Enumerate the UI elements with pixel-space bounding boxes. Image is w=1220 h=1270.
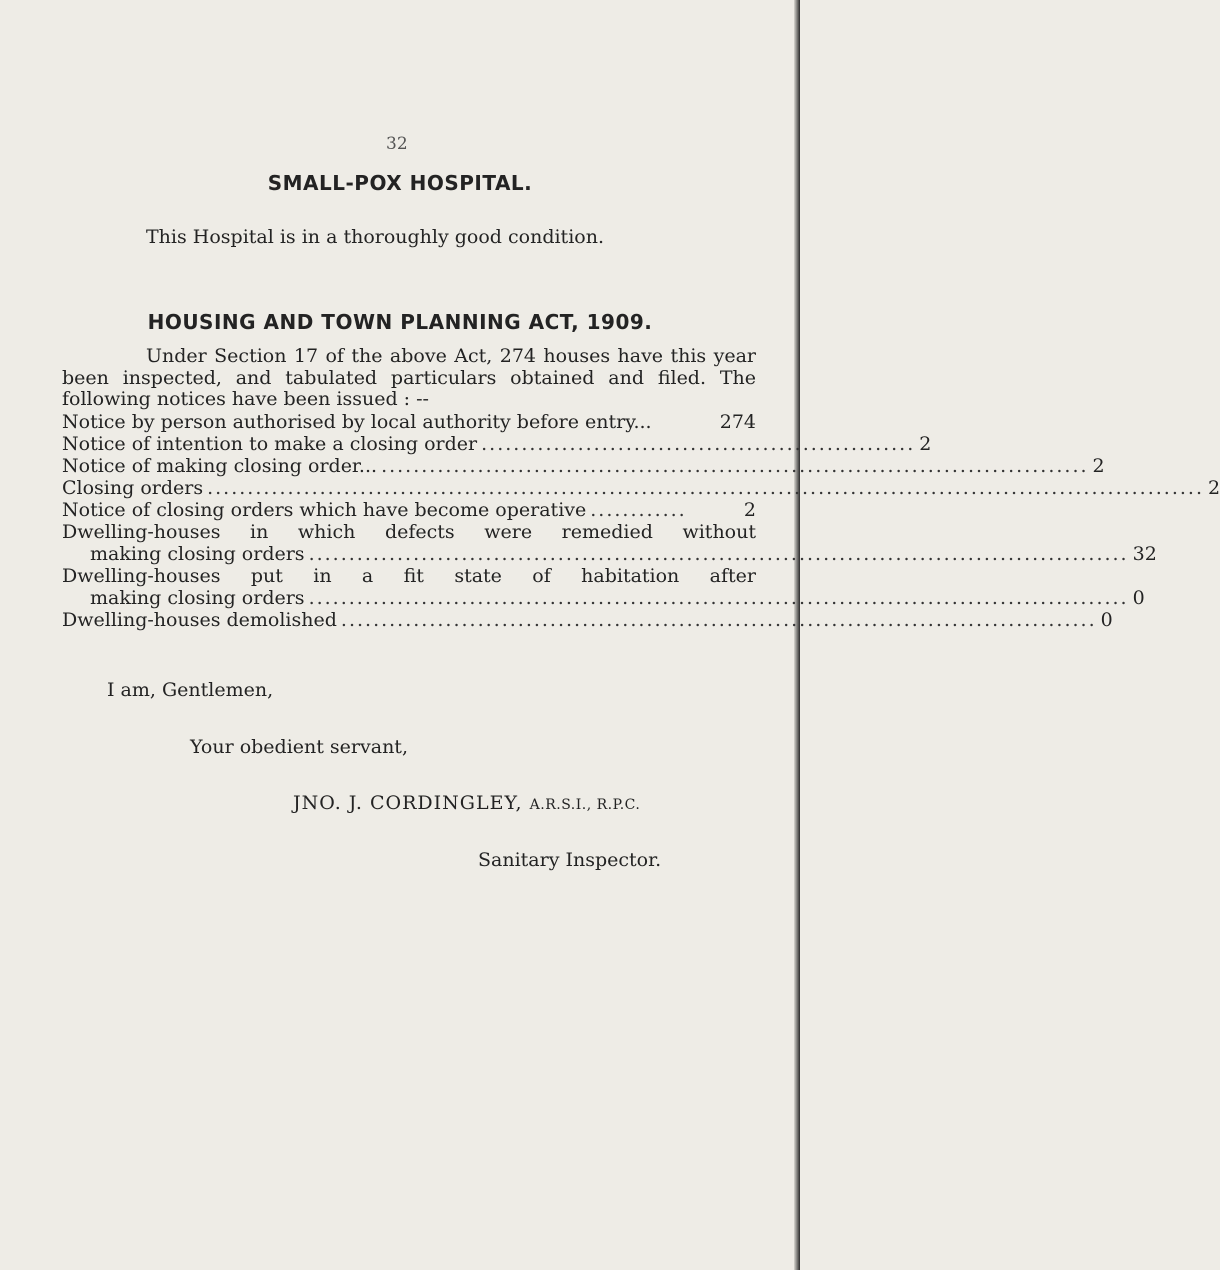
notice-value: 32 [1132,543,1157,565]
notice-label: Notice of closing orders which have become operative [62,499,587,521]
notice-row [62,565,756,587]
notice-value: 2 [1092,455,1105,477]
leader-dots: ............ [590,499,687,521]
leader-dots: ............................................................................................................................ [207,477,1204,499]
notices-list [62,411,1220,631]
notice-label: Notice by person authorised by local authority before entry... [62,411,652,433]
salutation: I am, Gentlemen, [107,679,274,701]
signatory-name: JNO. J. CORDINGLEY, [293,792,523,814]
notice-value: 2 [919,433,932,455]
notice-row [62,543,1157,565]
notice-row [62,433,932,455]
page-number: 32 [386,134,408,154]
signatory-credentials: A.R.S.I., R.P.C. [529,797,641,813]
notice-row [62,609,1113,631]
notice-value: 2 [1208,477,1220,499]
notice-value: 0 [1100,609,1113,631]
notice-label: Notice of making closing order... [62,455,378,477]
notice-label: Notice of intention to make a closing order [62,433,478,455]
notice-label: Dwelling-houses put in a fit state of habitation after [62,565,756,587]
notice-label: Dwelling-houses demolished [62,609,337,631]
notice-value: 0 [1132,587,1145,609]
notice-label: Closing orders [62,477,204,499]
signature [293,792,640,816]
notice-row [62,411,756,433]
smallpox-text: This Hospital is in a thoroughly good condition. [146,226,604,248]
notice-row [62,455,1105,477]
leader-dots: .............................................................................................. [340,609,1097,631]
notice-label: Dwelling-houses in which defects were remedied without [62,521,756,543]
leader-dots: ........................................................................................ [381,455,1089,477]
housing-paragraph: Under Section 17 of the above Act, 274 houses have this year been inspected, and tabulated particulars obtained and filed. The following notices have been issued : -- [62,345,756,410]
notice-label: making closing orders [90,587,305,609]
notice-value: 2 [743,499,756,521]
leader-dots: ...................................................... [481,433,916,455]
leader-dots: ...................................................................................................... [308,587,1129,609]
notice-label: making closing orders [90,543,305,565]
leader-dots: ...................................................................................................... [308,543,1129,565]
housing-heading: HOUSING AND TOWN PLANNING ACT, 1909. [147,310,653,334]
notice-row [62,521,756,543]
smallpox-heading: SMALL-POX HOSPITAL. [267,171,533,195]
notice-row [62,477,1220,499]
notice-row [62,587,1145,609]
signatory-title: Sanitary Inspector. [478,849,662,871]
notice-value: 274 [719,411,756,433]
signoff: Your obedient servant, [190,736,408,758]
notice-row [62,499,756,521]
